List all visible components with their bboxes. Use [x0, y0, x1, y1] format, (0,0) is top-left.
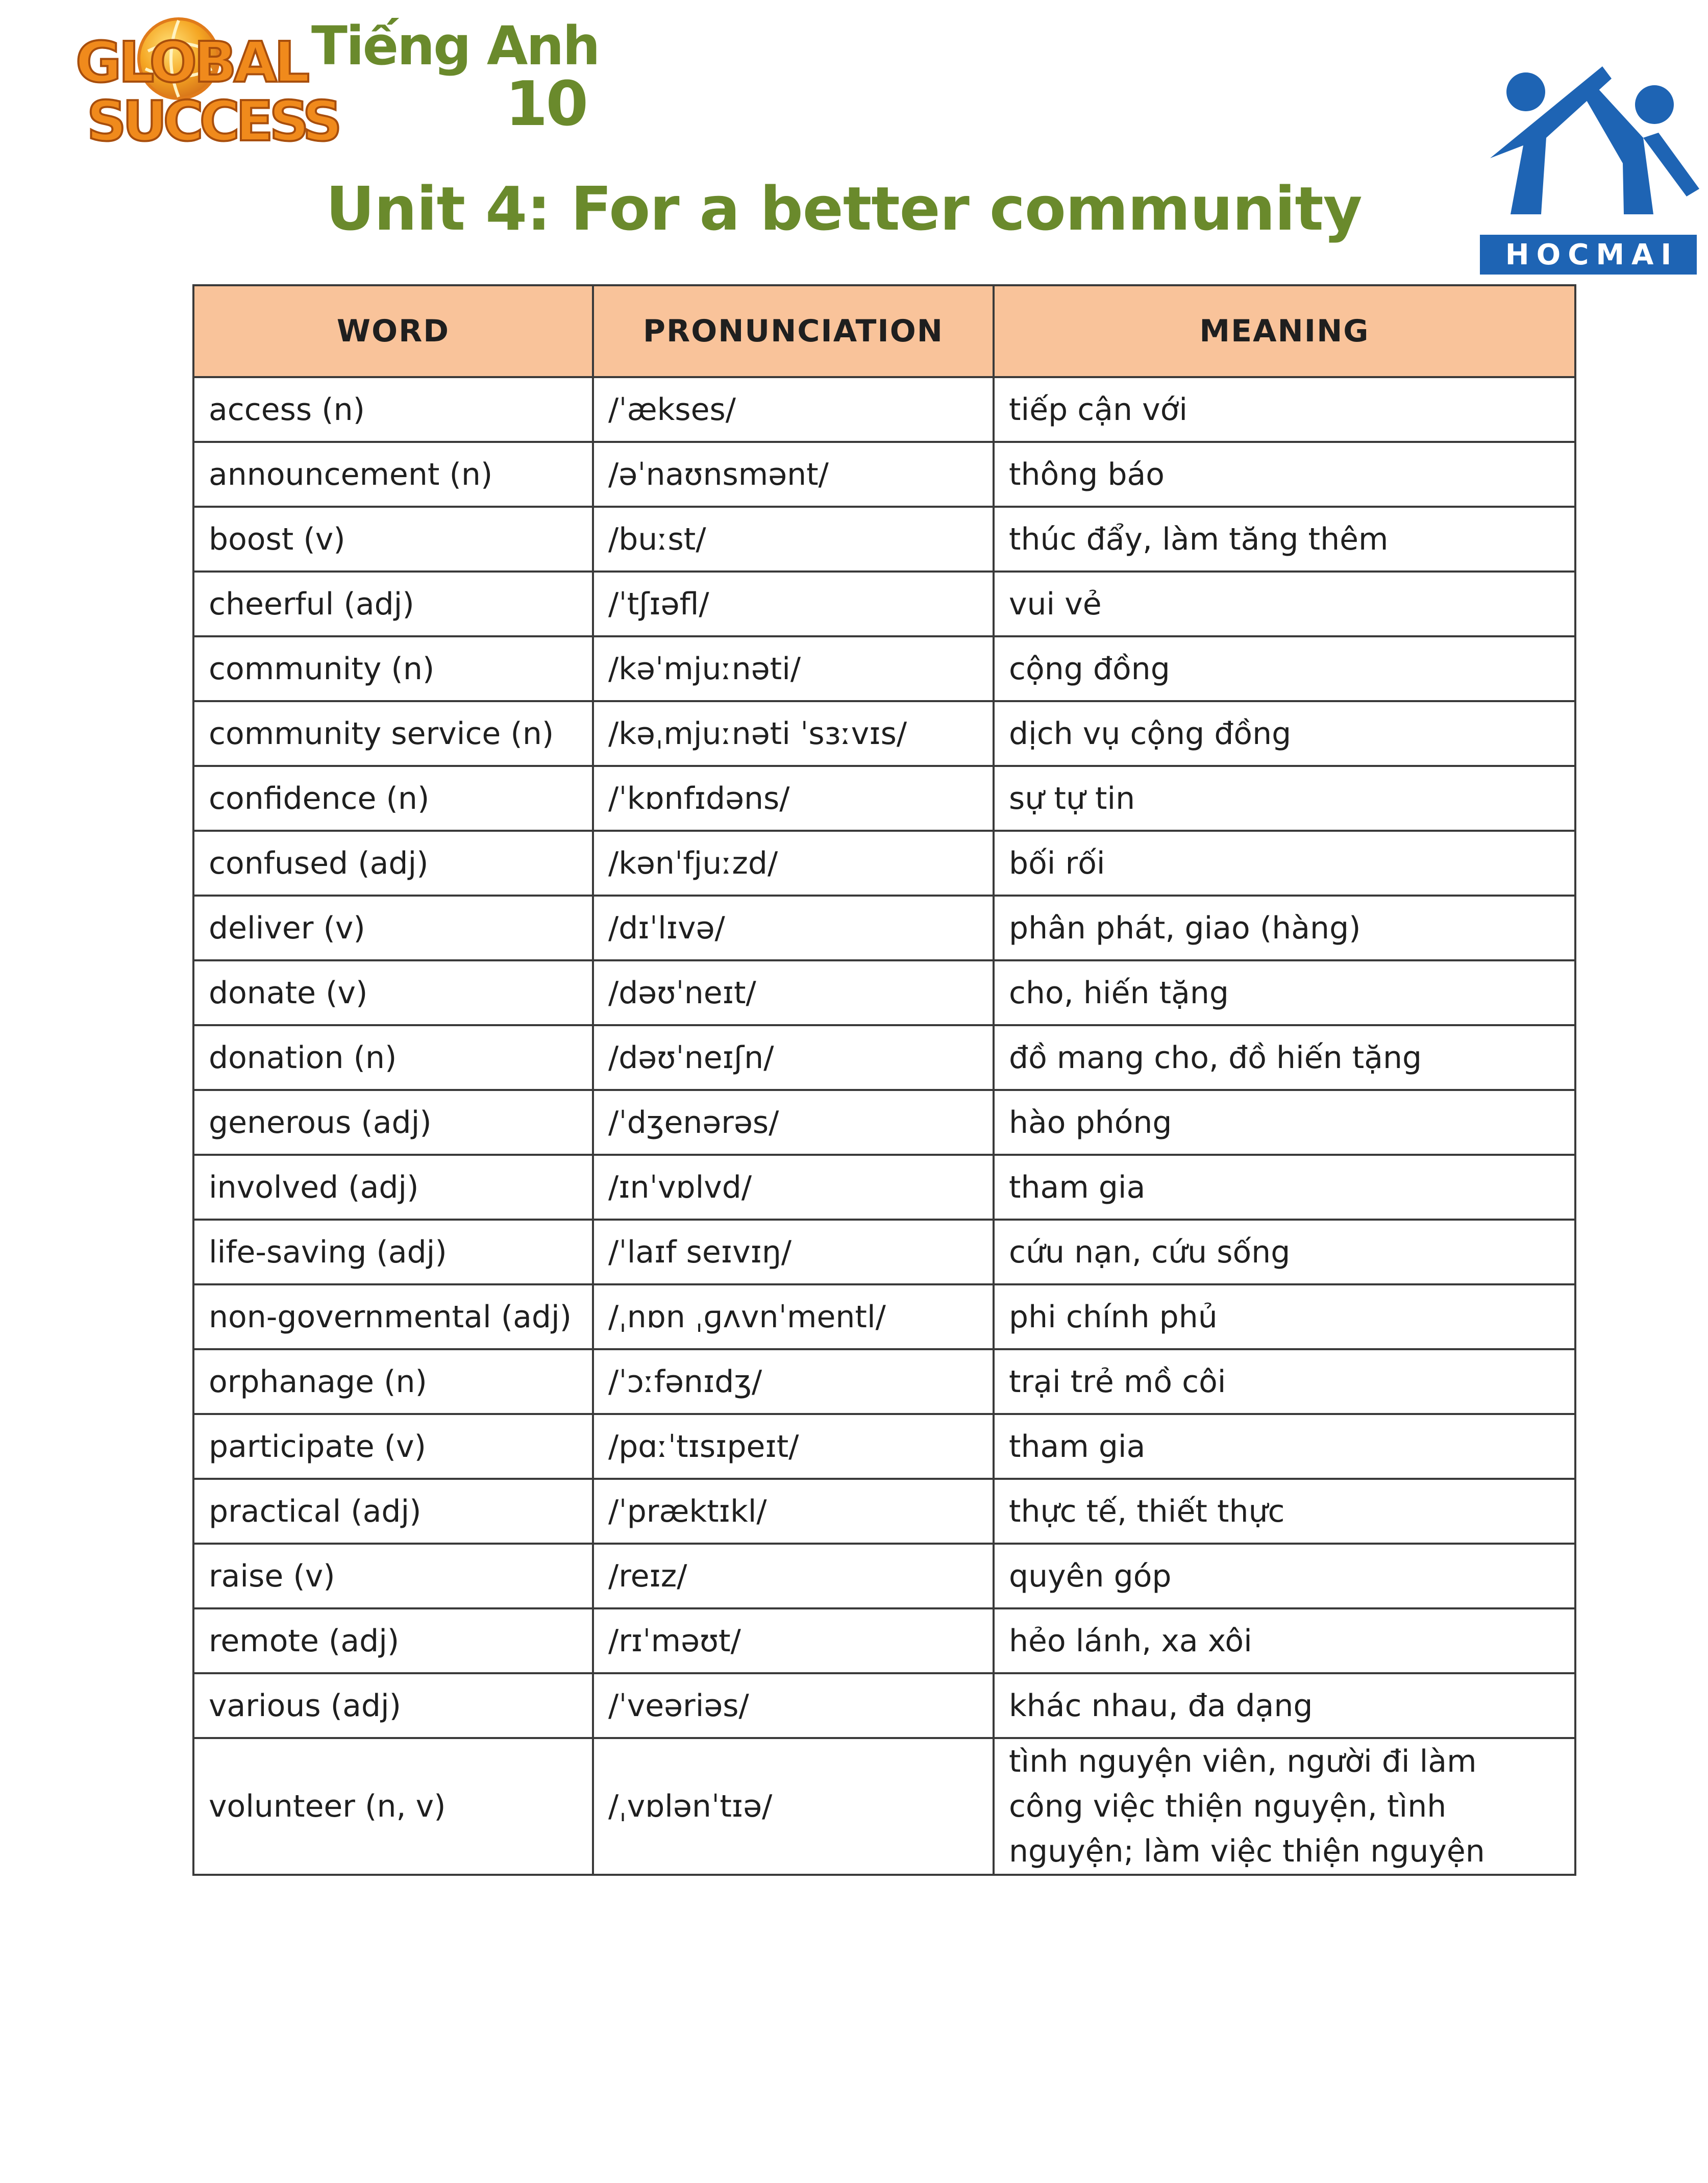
- meaning-cell: quyên góp: [994, 1544, 1575, 1608]
- grade-label: 10: [505, 69, 586, 140]
- pronunciation-cell: /kəˈmjuːnəti/: [593, 636, 994, 701]
- vocabulary-table: [192, 284, 1576, 1876]
- meaning-cell: thúc đẩy, làm tăng thêm: [994, 507, 1575, 572]
- word-cell: volunteer (n, v): [193, 1738, 593, 1875]
- pronunciation-cell: /dəʊˈneɪʃn/: [593, 1025, 994, 1090]
- pronunciation-cell: /ˈveəriəs/: [593, 1673, 994, 1738]
- word-cell: community (n): [193, 636, 593, 701]
- word-cell: deliver (v): [193, 896, 593, 960]
- meaning-cell: hẻo lánh, xa xôi: [994, 1608, 1575, 1673]
- table-row: [193, 1673, 1575, 1738]
- column-header-meaning: MEANING: [994, 285, 1575, 377]
- pronunciation-cell: /ˈækses/: [593, 377, 994, 442]
- header-branding: [71, 10, 599, 154]
- word-cell: various (adj): [193, 1673, 593, 1738]
- meaning-cell: thực tế, thiết thực: [994, 1479, 1575, 1544]
- word-cell: participate (v): [193, 1414, 593, 1479]
- meaning-cell: dịch vụ cộng đồng: [994, 701, 1575, 766]
- word-cell: practical (adj): [193, 1479, 593, 1544]
- meaning-cell: hào phóng: [994, 1090, 1575, 1155]
- pronunciation-cell: /dɪˈlɪvə/: [593, 896, 994, 960]
- table-row: [193, 960, 1575, 1025]
- word-cell: confused (adj): [193, 831, 593, 896]
- meaning-cell: tham gia: [994, 1414, 1575, 1479]
- pronunciation-cell: /reɪz/: [593, 1544, 994, 1608]
- meaning-cell: tình nguyện viên, người đi làm công việc thiện nguyện, tình nguyện; làm việc thiện nguyện: [994, 1738, 1575, 1875]
- meaning-cell: cho, hiến tặng: [994, 960, 1575, 1025]
- table-row: [193, 1025, 1575, 1090]
- pronunciation-cell: /ˈpræktɪkl/: [593, 1479, 994, 1544]
- word-cell: non-governmental (adj): [193, 1284, 593, 1349]
- pronunciation-cell: /ˈdʒenərəs/: [593, 1090, 994, 1155]
- pronunciation-cell: /ˈkɒnfɪdəns/: [593, 766, 994, 831]
- pronunciation-cell: /ˈlaɪf seɪvɪŋ/: [593, 1220, 994, 1284]
- pronunciation-cell: /əˈnaʊnsmənt/: [593, 442, 994, 507]
- table-row: [193, 1608, 1575, 1673]
- table-row: [193, 442, 1575, 507]
- word-cell: involved (adj): [193, 1155, 593, 1220]
- word-cell: access (n): [193, 377, 593, 442]
- table-row: [193, 766, 1575, 831]
- meaning-cell: đồ mang cho, đồ hiến tặng: [994, 1025, 1575, 1090]
- hocmai-logo-text: HOCMAI: [1480, 235, 1697, 275]
- pronunciation-cell: /ˈtʃɪəfl/: [593, 572, 994, 636]
- word-cell: confidence (n): [193, 766, 593, 831]
- table-row: [193, 1544, 1575, 1608]
- table-row: [193, 1284, 1575, 1349]
- pronunciation-cell: /ˌvɒlənˈtɪə/: [593, 1738, 994, 1875]
- word-cell: boost (v): [193, 507, 593, 572]
- table-row: [193, 1414, 1575, 1479]
- meaning-cell: tham gia: [994, 1155, 1575, 1220]
- table-row: [193, 377, 1575, 442]
- word-cell: orphanage (n): [193, 1349, 593, 1414]
- table-row: [193, 1090, 1575, 1155]
- global-success-logo: [71, 10, 338, 154]
- pronunciation-cell: /kəˌmjuːnəti ˈsɜːvɪs/: [593, 701, 994, 766]
- word-cell: announcement (n): [193, 442, 593, 507]
- pronunciation-cell: /ɪnˈvɒlvd/: [593, 1155, 994, 1220]
- pronunciation-cell: /ˈɔːfənɪdʒ/: [593, 1349, 994, 1414]
- word-cell: raise (v): [193, 1544, 593, 1608]
- word-cell: community service (n): [193, 701, 593, 766]
- page-title-text: Unit 4: For a better community: [326, 173, 1362, 244]
- column-header-word: WORD: [193, 285, 593, 377]
- meaning-cell: cứu nạn, cứu sống: [994, 1220, 1575, 1284]
- meaning-cell: sự tự tin: [994, 766, 1575, 831]
- table-row: [193, 572, 1575, 636]
- word-cell: donation (n): [193, 1025, 593, 1090]
- pronunciation-cell: /dəʊˈneɪt/: [593, 960, 994, 1025]
- table-row: [193, 1155, 1575, 1220]
- table-row: [193, 701, 1575, 766]
- pronunciation-cell: /pɑːˈtɪsɪpeɪt/: [593, 1414, 994, 1479]
- meaning-cell: thông báo: [994, 442, 1575, 507]
- brand-word-2: SUCCESS: [87, 90, 338, 154]
- table-row: [193, 896, 1575, 960]
- table-row: [193, 1479, 1575, 1544]
- meaning-cell: khác nhau, đa dạng: [994, 1673, 1575, 1738]
- pronunciation-cell: /rɪˈməʊt/: [593, 1608, 994, 1673]
- meaning-cell: phi chính phủ: [994, 1284, 1575, 1349]
- word-cell: cheerful (adj): [193, 572, 593, 636]
- subject-label: Tiếng Anh: [311, 15, 599, 77]
- word-cell: donate (v): [193, 960, 593, 1025]
- table-row: [193, 636, 1575, 701]
- word-cell: generous (adj): [193, 1090, 593, 1155]
- brand-word-1: GLOBAL: [76, 30, 307, 95]
- word-cell: remote (adj): [193, 1608, 593, 1673]
- pronunciation-cell: /ˌnɒn ˌɡʌvnˈmentl/: [593, 1284, 994, 1349]
- table-row: [193, 1349, 1575, 1414]
- word-cell: life-saving (adj): [193, 1220, 593, 1284]
- pronunciation-cell: /buːst/: [593, 507, 994, 572]
- column-header-pronunciation: PRONUNCIATION: [593, 285, 994, 377]
- meaning-cell: tiếp cận với: [994, 377, 1575, 442]
- meaning-cell: cộng đồng: [994, 636, 1575, 701]
- table-row: [193, 1220, 1575, 1284]
- meaning-cell: bối rối: [994, 831, 1575, 896]
- table-row: [193, 507, 1575, 572]
- page-title: [0, 173, 1708, 244]
- table-row: [193, 1738, 1575, 1875]
- meaning-cell: vui vẻ: [994, 572, 1575, 636]
- pronunciation-cell: /kənˈfjuːzd/: [593, 831, 994, 896]
- meaning-cell: phân phát, giao (hàng): [994, 896, 1575, 960]
- table-row: [193, 831, 1575, 896]
- meaning-cell: trại trẻ mồ côi: [994, 1349, 1575, 1414]
- table-header-row: [193, 285, 1575, 377]
